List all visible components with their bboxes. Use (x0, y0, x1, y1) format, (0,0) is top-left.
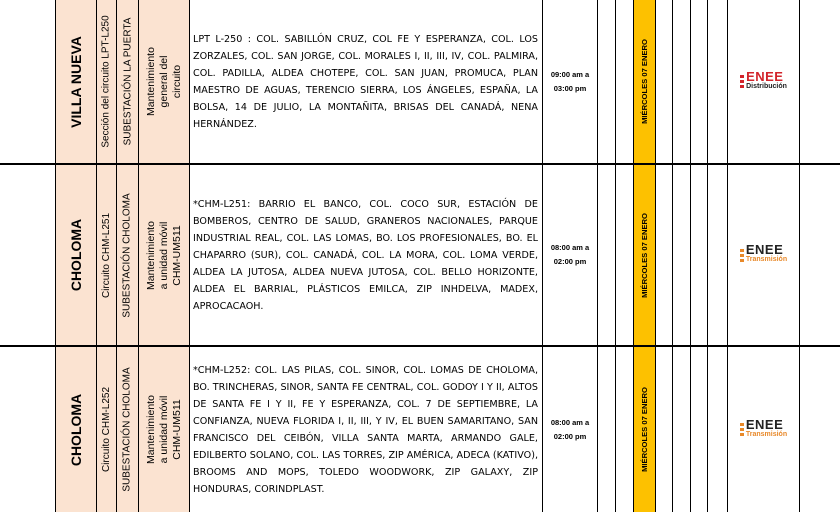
day-cell (634, 165, 656, 345)
empty-cell (616, 165, 634, 345)
logo-title: ENEE (745, 242, 784, 257)
municipality-cell (55, 347, 97, 512)
day-label: MIÉRCOLES 07 ENERO (640, 387, 650, 472)
enee-logo-cell (728, 165, 800, 345)
table-row (0, 165, 840, 345)
logo-subtitle: Distribución (746, 82, 787, 90)
substation-cell (117, 0, 139, 163)
schedule-cell (543, 0, 598, 163)
empty-cell (616, 347, 634, 512)
logo-title: ENEE (746, 68, 784, 84)
day-label: MIÉRCOLES 07 ENERO (640, 212, 650, 298)
municipality-label: CHOLOMA (68, 218, 85, 292)
affected-areas-cell (190, 0, 543, 163)
end-time: 02:00 pm (553, 257, 587, 266)
empty-cell (598, 0, 616, 163)
enee-logo-icon (740, 249, 744, 262)
empty-cell (691, 0, 708, 163)
enee-logo-icon (740, 423, 744, 436)
table-row (0, 0, 840, 163)
enee-logo-cell (728, 0, 800, 163)
work-type-label: Mantenimiento a unidad móvil CHM-UM511 (144, 220, 183, 290)
empty-cell (598, 347, 616, 512)
enee-logo (740, 416, 788, 440)
empty-cell (673, 0, 691, 163)
circuit-cell (97, 0, 117, 163)
empty-cell (656, 165, 673, 345)
affected-areas-text: LPT L-250 : COL. SABILLÓN CRUZ, COL FE Y ESPERANZA, COL. LOS ZORZALES, COL. SAN JORGE, COL. MORALES I, II, III, IV, COL. PALMIRA, COL. PADILLA, ALDEA CHOTEPE, COL. SAN JUAN, PROMUCA, PLAN MAESTRO DE AGUAS, TERENCIO SIERRA, LOS ÁNGELES, ESPAÑA, LA BOLSA, 14 DE JULIO, LA MONTAÑITA, BRISAS DEL CANADÁ, NENA HERNÁNDEZ. (193, 33, 538, 130)
empty-cell (691, 165, 708, 345)
municipality-label: CHOLOMA (68, 393, 85, 466)
start-time: 08:00 am a (550, 417, 590, 427)
municipality-label: VILLA NUEVA (68, 35, 84, 128)
circuit-cell (97, 165, 117, 345)
substation-label: SUBESTACIÓN CHOLOMA (122, 367, 133, 492)
enee-logo (740, 242, 788, 265)
empty-cell (708, 0, 728, 163)
table-row (0, 347, 840, 512)
empty-cell (656, 347, 673, 512)
circuit-cell (97, 347, 117, 512)
day-cell (634, 0, 656, 163)
municipality-cell (55, 0, 97, 163)
circuit-label: Circuito CHM-L251 (101, 212, 112, 298)
end-time: 02:00 pm (553, 431, 587, 441)
day-cell (634, 347, 656, 512)
empty-cell (673, 165, 691, 345)
affected-areas-cell (190, 165, 543, 345)
schedule-cell (543, 347, 598, 512)
substation-cell (117, 347, 139, 512)
empty-cell (708, 165, 728, 345)
affected-areas-text: *CHM-L252: COL. LAS PILAS, COL. SINOR, COL. LOMAS DE CHOLOMA, BO. TRINCHERAS, SINOR, SANTA FE CENTRAL, COL. GODOY I Y II, ALTOS DE SANTA FE I Y II, FE Y ESPERANZA, COL. 7 DE SEPTIEMBRE, LA CONFIANZA, NUEVA FLORIDA I, II, III, Y IV, EL BUEN SAMARITANO, SAN FRANCISCO DEL CEIBÓN, VILLA SANTA MARTA, ARMANDO GALE, EDILBERTO SOLANO, COL. LAS TORRES, ZIP AMÉRICA, ADECA (KATIVO), BROOMS AND MOPS, TOLEDO WOODWORK, ZIP GALAXY, ZIP HONDURAS, CORINDPLAST. (193, 364, 538, 495)
substation-cell (117, 165, 139, 345)
substation-label: SUBESTACIÓN CHOLOMA (122, 192, 133, 318)
affected-areas-cell (190, 347, 543, 512)
empty-cell (708, 347, 728, 512)
empty-cell (616, 0, 634, 163)
work-type-cell (139, 0, 190, 163)
start-time: 08:00 am a (550, 243, 590, 252)
enee-logo (740, 68, 787, 92)
work-type-cell (139, 165, 190, 345)
schedule-cell (543, 165, 598, 345)
substation-label: SUBESTACIÓN LA PUERTA (122, 17, 133, 146)
circuit-label: Sección del circuito LPT-L250 (101, 15, 113, 148)
empty-cell (656, 0, 673, 163)
affected-areas-text: *CHM-L251: BARRIO EL BANCO, COL. COCO SUR, ESTACIÓN DE BOMBEROS, CENTRO DE SALUD, GRANEROS NACIONALES, PARQUE INDUSTRIAL REAL, COL. LAS LOMAS, BO. LOS PROFESIONALES, BO. EL CHAPARRO (SUR), COL. CANADÁ, COL. LA MORA, COL. LOMA VERDE, ALDEA LA JUTOSA, ALDEA NUEVA JUTOSA, COL. BELLO HORIZONTE, ALDEA EL BARRIAL, PLÁSTICOS EMILCA, ZIP INHDELVA, MADEX, APROCACAOH. (193, 198, 538, 312)
enee-logo-icon (740, 75, 744, 88)
logo-subtitle: Transmisión (745, 256, 788, 263)
work-type-cell (139, 347, 190, 512)
empty-cell (691, 347, 708, 512)
start-time: 09:00 am a (550, 69, 590, 79)
enee-logo-cell (728, 347, 800, 512)
day-label: MIÉRCOLES 07 ENERO (640, 39, 650, 124)
logo-subtitle: Transmisión (745, 430, 788, 438)
circuit-label: Circuito CHM-L252 (101, 386, 112, 473)
empty-cell (673, 347, 691, 512)
work-type-label: Mantenimiento general del circuito (144, 47, 183, 116)
work-type-label: Mantenimiento a unidad móvil CHM-UM511 (144, 395, 183, 464)
empty-cell (598, 165, 616, 345)
municipality-cell (55, 165, 97, 345)
end-time: 03:00 pm (553, 83, 587, 93)
logo-title: ENEE (745, 416, 784, 432)
